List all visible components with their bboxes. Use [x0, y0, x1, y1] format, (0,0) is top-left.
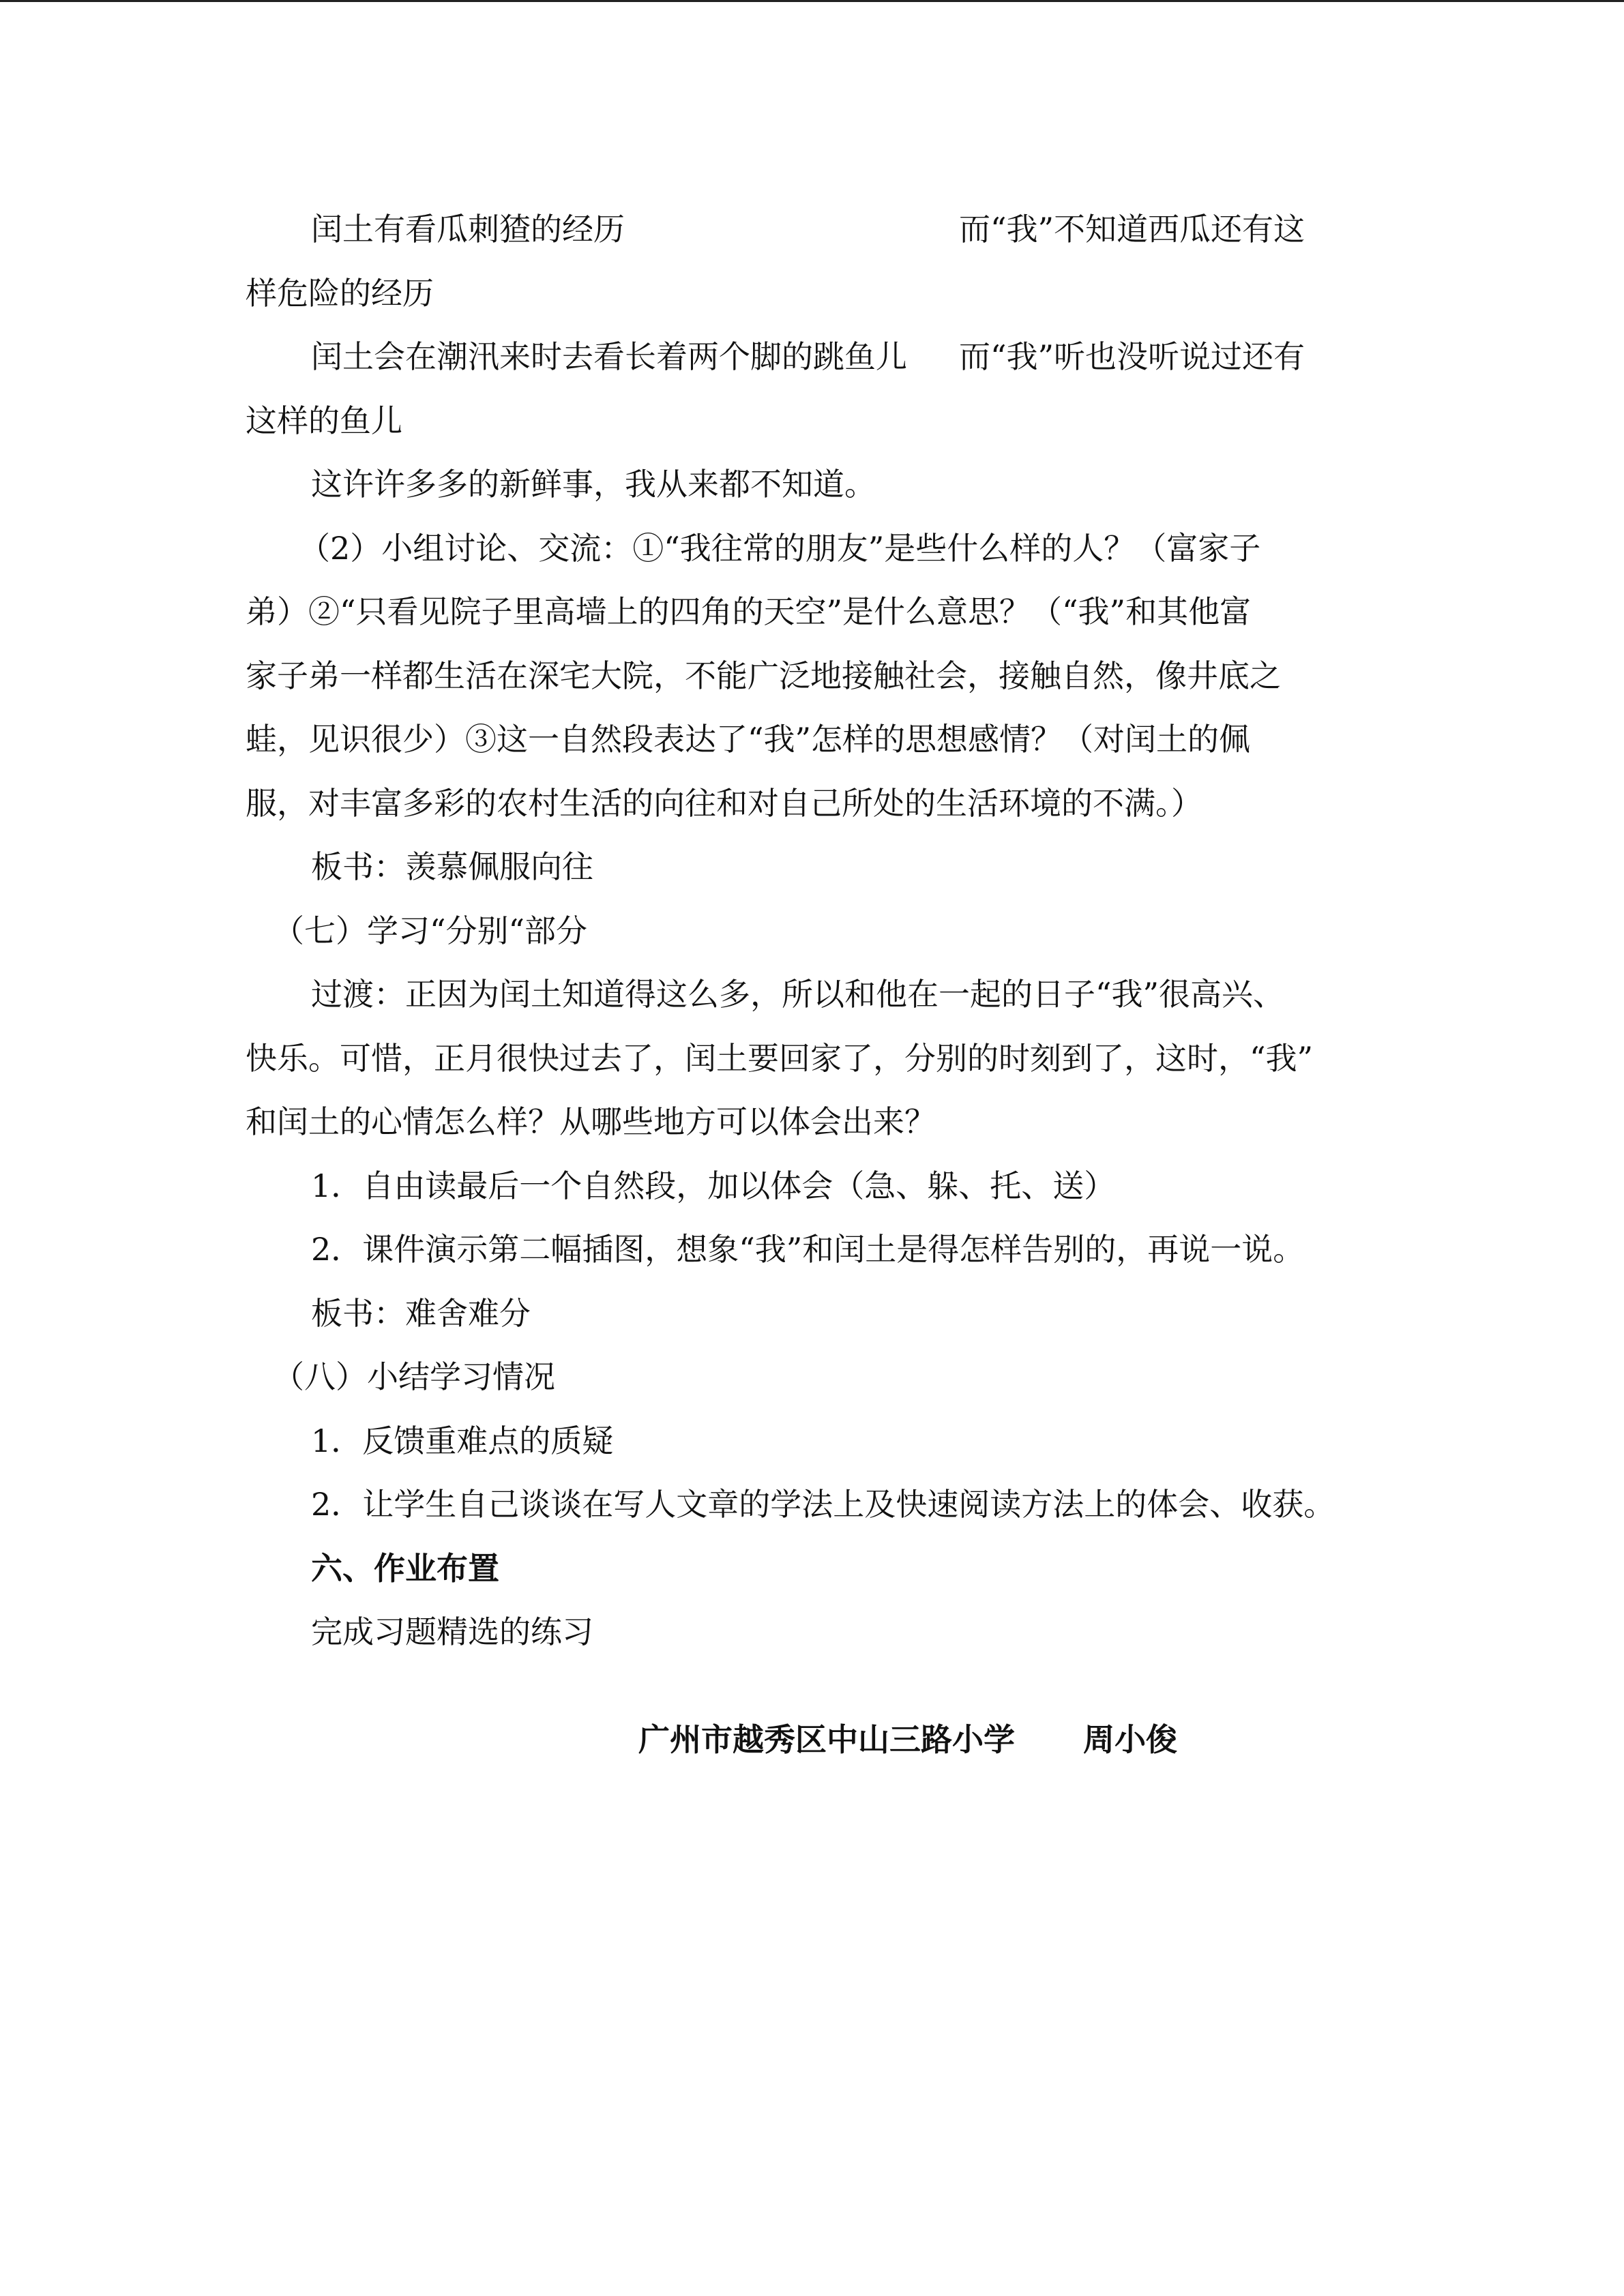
discussion-line-5: 服，对丰富多彩的农村生活的向往和对自己所处的生活环境的不满。）	[246, 784, 1202, 822]
discussion-line-2: 弟）②“只看见院子里高墙上的四角的天空”是什么意思？（“我”和其他富	[246, 593, 1252, 630]
homework-heading: 六、作业布置	[311, 1549, 499, 1587]
page-top-border	[0, 0, 1624, 2]
section-7-item-2: 2．课件演示第二幅插图，想象“我”和闰土是得怎样告别的，再说一说。	[311, 1231, 1305, 1268]
transition-line-3: 和闰土的心情怎么样？从哪些地方可以体会出来？	[246, 1103, 936, 1140]
signature-author: 周小俊	[1083, 1721, 1177, 1758]
comparison-row-1	[246, 198, 1364, 262]
section-7-item-1: 1．自由读最后一个自然段，加以体会（急、躲、托、送）	[311, 1167, 1116, 1204]
discussion-line-1: （2）小组讨论、交流：①“我往常的朋友”是些什么样的人？（富家子	[299, 529, 1261, 567]
signature-school: 广州市越秀区中山三路小学	[638, 1721, 1015, 1758]
board-notes-1: 板书：羡慕佩服向往	[311, 848, 593, 885]
discussion-line-4: 蛙，见识很少）③这一自然段表达了“我”怎样的思想感情？（对闰土的佩	[246, 721, 1251, 758]
document-page	[246, 198, 1364, 1665]
transition-line-2: 快乐。可惜，正月很快过去了，闰土要回家了，分别的时刻到了，这时，“我”	[246, 1039, 1314, 1077]
summary-line: 这许许多多的新鲜事，我从来都不知道。	[311, 466, 876, 503]
discussion-line-3: 家子弟一样都生活在深宅大院，不能广泛地接触社会，接触自然，像井底之	[246, 657, 1281, 694]
comparison-row-2	[246, 325, 1364, 389]
comparison-left-2: 闰土会在潮汛来时去看长着两个脚的跳鱼儿	[311, 338, 907, 375]
section-8-heading: （八）小结学习情况	[273, 1358, 555, 1395]
section-7-heading: （七）学习“分别“部分	[273, 912, 588, 949]
board-notes-2: 板书：难舍难分	[311, 1294, 531, 1332]
transition-line-1: 过渡：正因为闰土知道得这么多，所以和他在一起的日子“我”很高兴、	[311, 976, 1285, 1013]
comparison-row-2-continuation: 这样的鱼儿	[246, 402, 402, 439]
section-8-item-2: 2．让学生自己谈谈在写人文章的学法上及快速阅读方法上的体会、收获。	[311, 1486, 1335, 1523]
comparison-left-1: 闰土有看瓜刺猹的经历	[311, 211, 625, 248]
signature	[638, 1708, 1177, 1772]
homework-content: 完成习题精选的练习	[311, 1613, 593, 1650]
comparison-right-1: 而“我”不知道西瓜还有这	[959, 211, 1305, 248]
comparison-right-2: 而“我”听也没听说过还有	[959, 338, 1305, 375]
comparison-row-1-continuation: 样危险的经历	[246, 274, 434, 312]
section-8-item-1: 1．反馈重难点的质疑	[311, 1422, 614, 1459]
